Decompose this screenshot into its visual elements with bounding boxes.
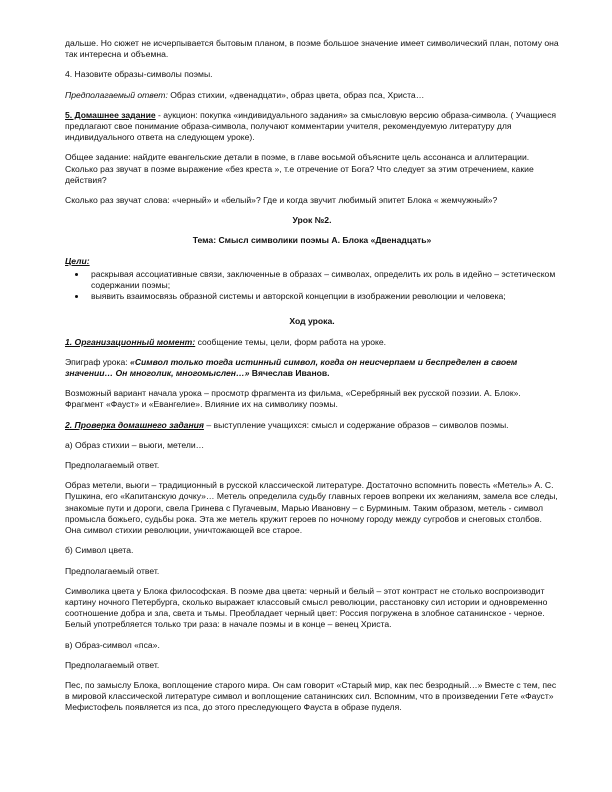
question-4: 4. Назовите образы-символы поэмы. <box>65 69 213 80</box>
document-page <box>65 38 559 723</box>
section-a-title: а) Образ стихии – вьюги, метели… <box>65 439 205 450</box>
goals-label: Цели: <box>65 255 90 266</box>
goal-item: • выявить взаимосвязь образной системы и авторской концепции в изображении революции и человека; <box>87 291 559 302</box>
section-c-title: в) Образ-символ «пса». <box>65 639 160 650</box>
homework-label: 5. Домашнее задание <box>65 109 156 120</box>
step-2-label: 2. Проверка домашнего задания <box>65 419 204 430</box>
section-c-text: Пес, по замыслу Блока, воплощение старого мира. Он сам говорит «Старый мир, как пес безродный…» Вместе с тем, пес в мировой классической литературе символ и воплощение сатанинских сил. Вспомним, что в произведении Гете «Фауст» Мефистофель появляется из пса, до этого преследующего Фауста в образе пуделя. <box>65 679 557 713</box>
homework-paragraph <box>65 110 559 144</box>
section-b-title: б) Символ цвета. <box>65 545 134 556</box>
epigraph-quote: «Символ только тогда истинный символ, когда он неисчерпаем и беспределен в своем значении… Он многолик, многомыслен…» <box>65 356 518 379</box>
epigraph-author: Вячеслав Иванов. <box>249 368 330 379</box>
epigraph-label: Эпиграф урока: <box>65 356 131 367</box>
paragraph-intro: дальше. Но сюжет не исчерпывается бытовым планом, в поэме большое значение имеет символический план, потому она так интересна и объемна. <box>65 38 559 60</box>
epigraph <box>65 357 559 379</box>
expected-answer-4 <box>65 90 559 101</box>
lesson-title: Урок №2. <box>292 215 332 226</box>
step-1-text: сообщение темы, цели, форм работа на уроке. <box>195 336 387 347</box>
step-2-text: – выступление учащихся: смысл и содержание образов – символов поэмы. <box>203 419 509 430</box>
goal-item: • раскрывая ассоциативные связи, заключенные в образах – символах, определить их роль в идейно – эстетическом содержании поэмы; <box>87 269 559 291</box>
section-b-answer-label: Предполагаемый ответ. <box>65 565 160 576</box>
section-b-text: Символика цвета у Блока философская. В поэме два цвета: черный и белый – этот контраст не столько воспроизводит картину ночного Петербурга, сколько выражает классовый смысл революции, расстановку сил истории и одновременно соотношение добра и зла, света и тьмы. Преобладает черный цвет: Россия погружена в злобное сатанинское - черное. Белый употребляется только три раза: в начале поэмы и в конце – венец Христа. <box>65 585 548 630</box>
section-c-answer-label: Предполагаемый ответ. <box>65 659 160 670</box>
expected-answer-label: Предполагаемый ответ: <box>65 89 168 100</box>
words-question: Сколько раз звучат слова: «черный» и «белый»? Где и когда звучит любимый эпитет Блока « жемчужный»? <box>65 195 498 206</box>
goals-list <box>65 269 559 303</box>
section-a-text: Образ метели, вьюги – традиционный в русской классической литературе. Достаточно вспомнить повесть «Метель» А. С. Пушкина, его «Капитанскую дочку»… Метель определила судьбу главных героев вопреки их желаниям, замела все следы, знакомые пути и дороги, свела Гринева с Пугачевым, Марью Ивановну – с Бурминым. Таким образом, метель - символ промысла божьего, судьбы рока. Эта же метель кружит героев по ночному городу между сугробов и снеговых столбов. Она символ стихии революции, уничтожающей все старое. <box>65 480 558 536</box>
homework-text: - аукцион: покупка «индивидуального задания» за смысловую версию образа-символа. ( Учащиеся предлагают свое понимание образа-символа, получают комментарии учителя, рекомендуемую литературу для индивидуального ответа на следующем уроке). <box>65 109 557 143</box>
step-2 <box>65 420 559 431</box>
step-1 <box>65 337 559 348</box>
step-1-label: 1. Организационный момент: <box>65 336 196 347</box>
lesson-theme: Тема: Смысл символики поэмы А. Блока «Двенадцать» <box>192 235 432 246</box>
section-a-answer-label: Предполагаемый ответ. <box>65 460 160 471</box>
course-title: Ход урока. <box>289 316 335 327</box>
expected-answer-text: Образ стихии, «двенадцати», образ цвета, образ пса, Христа… <box>167 89 425 100</box>
general-task: Общее задание: найдите евангельские детали в поэме, в главе восьмой объясните цель ассонанса и аллитерации. Сколько раз звучат в поэме выражение «без креста », т.е отречение от Бога? Что следует за этим отречением, какие действия? <box>65 152 534 185</box>
start-variant: Возможный вариант начала урока – просмотр фрагмента из фильма, «Серебряный век русской поэзии. А. Блок». Фрагмент «Фауст» и «Евангелие». Влияние их на символику поэмы. <box>65 388 521 410</box>
